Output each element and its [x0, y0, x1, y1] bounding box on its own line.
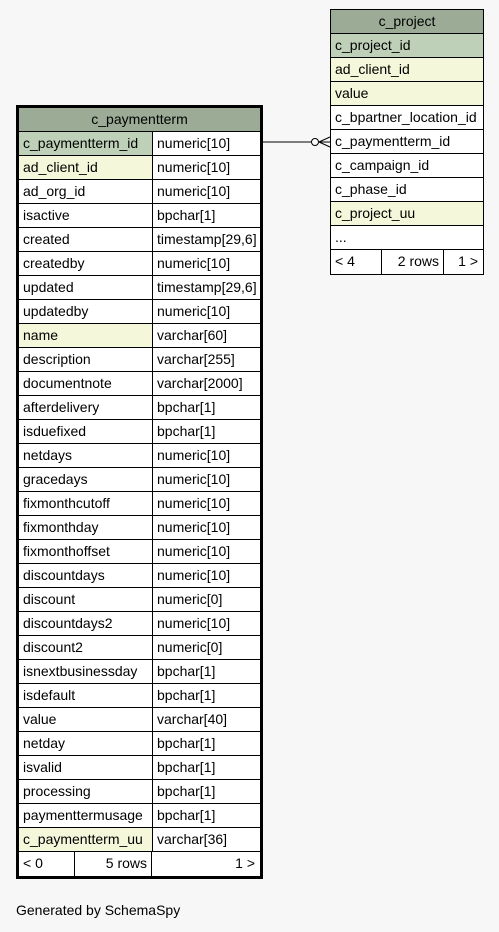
column-type: timestamp[29,6] [153, 276, 260, 299]
column-name: ... [331, 226, 483, 249]
column-type: numeric[10] [153, 444, 260, 467]
column-type: numeric[10] [153, 156, 260, 179]
column-row[interactable] [19, 492, 260, 516]
column-row[interactable] [19, 636, 260, 660]
column-list [19, 132, 260, 852]
column-name: isvalid [19, 756, 153, 779]
column-row[interactable] [19, 660, 260, 684]
column-row[interactable] [331, 178, 483, 202]
column-row[interactable] [19, 276, 260, 300]
table-footer [331, 250, 483, 274]
column-row[interactable] [19, 228, 260, 252]
column-name: fixmonthday [19, 516, 153, 539]
table-c-project[interactable] [330, 9, 484, 275]
crowfoot-upper [319, 137, 330, 142]
table-footer [19, 852, 260, 876]
column-row[interactable] [19, 204, 260, 228]
column-row[interactable] [19, 540, 260, 564]
column-row[interactable] [19, 372, 260, 396]
column-row[interactable] [19, 396, 260, 420]
zero-optional-marker [312, 139, 319, 146]
column-type: numeric[10] [153, 300, 260, 323]
column-name: fixmonthoffset [19, 540, 153, 563]
column-row[interactable] [19, 468, 260, 492]
column-name: paymenttermusage [19, 804, 153, 827]
column-row[interactable] [331, 202, 483, 226]
column-type: bpchar[1] [153, 204, 260, 227]
column-name: c_paymentterm_id [331, 130, 483, 153]
column-name: ad_client_id [331, 58, 483, 81]
column-row[interactable] [331, 226, 483, 250]
column-type: varchar[2000] [153, 372, 260, 395]
column-name: c_bpartner_location_id [331, 106, 483, 129]
column-row[interactable] [19, 516, 260, 540]
column-name: c_phase_id [331, 178, 483, 201]
column-row[interactable] [19, 828, 260, 852]
column-type: numeric[10] [153, 540, 260, 563]
column-name: discountdays [19, 564, 153, 587]
column-name: discountdays2 [19, 612, 153, 635]
column-row[interactable] [331, 130, 483, 154]
column-name: isnextbusinessday [19, 660, 153, 683]
column-name: updated [19, 276, 153, 299]
column-row[interactable] [331, 106, 483, 130]
footer-next[interactable]: 1 > [458, 253, 478, 269]
column-row[interactable] [19, 756, 260, 780]
footer-row-count: 5 rows [75, 852, 152, 876]
column-type: bpchar[1] [153, 420, 260, 443]
column-row[interactable] [19, 300, 260, 324]
column-row[interactable] [19, 132, 260, 156]
column-type: bpchar[1] [153, 804, 260, 827]
column-row[interactable] [331, 58, 483, 82]
column-name: gracedays [19, 468, 153, 491]
column-name: afterdelivery [19, 396, 153, 419]
column-type: numeric[10] [153, 468, 260, 491]
column-row[interactable] [19, 708, 260, 732]
column-name: c_paymentterm_uu [19, 828, 153, 851]
column-type: numeric[0] [153, 588, 260, 611]
column-row[interactable] [19, 612, 260, 636]
column-row[interactable] [19, 420, 260, 444]
column-type: bpchar[1] [153, 756, 260, 779]
column-name: ad_org_id [19, 180, 153, 203]
column-row[interactable] [19, 324, 260, 348]
table-title[interactable]: c_project [331, 10, 483, 34]
column-type: varchar[255] [153, 348, 260, 371]
column-row[interactable] [19, 252, 260, 276]
column-type: numeric[10] [153, 180, 260, 203]
column-row[interactable] [19, 564, 260, 588]
column-type: bpchar[1] [153, 396, 260, 419]
column-type: bpchar[1] [153, 660, 260, 683]
column-row[interactable] [19, 444, 260, 468]
column-name: description [19, 348, 153, 371]
column-row[interactable] [19, 732, 260, 756]
column-name: fixmonthcutoff [19, 492, 153, 515]
column-name: discount2 [19, 636, 153, 659]
column-type: numeric[10] [153, 492, 260, 515]
footer-row-count: 2 rows [382, 250, 444, 274]
column-name: documentnote [19, 372, 153, 395]
table-c-paymentterm[interactable] [16, 105, 263, 879]
column-name: created [19, 228, 153, 251]
column-name: updatedby [19, 300, 153, 323]
column-name: processing [19, 780, 153, 803]
column-row[interactable] [19, 780, 260, 804]
column-name: c_paymentterm_id [19, 132, 153, 155]
column-row[interactable] [331, 154, 483, 178]
column-type: timestamp[29,6] [153, 228, 260, 251]
column-type: varchar[40] [153, 708, 260, 731]
column-row[interactable] [19, 348, 260, 372]
column-type: numeric[10] [153, 252, 260, 275]
column-name: c_campaign_id [331, 154, 483, 177]
column-name: netdays [19, 444, 153, 467]
column-name: netday [19, 732, 153, 755]
column-name: name [19, 324, 153, 347]
table-title[interactable]: c_paymentterm [19, 108, 260, 132]
column-type: numeric[10] [153, 564, 260, 587]
column-row[interactable] [331, 82, 483, 106]
column-row[interactable] [19, 804, 260, 828]
footer-next[interactable]: 1 > [235, 855, 255, 871]
generated-by-label: Generated by SchemaSpy [16, 902, 181, 918]
column-type: numeric[10] [153, 516, 260, 539]
column-type: varchar[60] [153, 324, 260, 347]
column-name: isduefixed [19, 420, 153, 443]
column-name: isactive [19, 204, 153, 227]
column-type: varchar[36] [153, 828, 260, 851]
column-row[interactable] [331, 34, 483, 58]
column-list [331, 34, 483, 250]
column-row[interactable] [19, 684, 260, 708]
crowfoot-lower [319, 142, 330, 147]
column-row[interactable] [19, 588, 260, 612]
column-name: createdby [19, 252, 153, 275]
column-name: c_project_uu [331, 202, 483, 225]
column-type: numeric[0] [153, 636, 260, 659]
footer-prev[interactable]: < 0 [19, 852, 75, 876]
column-row[interactable] [19, 180, 260, 204]
column-name: value [19, 708, 153, 731]
column-name: value [331, 82, 483, 105]
column-type: bpchar[1] [153, 780, 260, 803]
column-name: discount [19, 588, 153, 611]
column-name: ad_client_id [19, 156, 153, 179]
column-name: isdefault [19, 684, 153, 707]
column-type: bpchar[1] [153, 684, 260, 707]
column-type: numeric[10] [153, 132, 260, 155]
column-type: numeric[10] [153, 612, 260, 635]
column-name: c_project_id [331, 34, 483, 57]
column-row[interactable] [19, 156, 260, 180]
column-type: bpchar[1] [153, 732, 260, 755]
footer-prev[interactable]: < 4 [331, 250, 382, 274]
